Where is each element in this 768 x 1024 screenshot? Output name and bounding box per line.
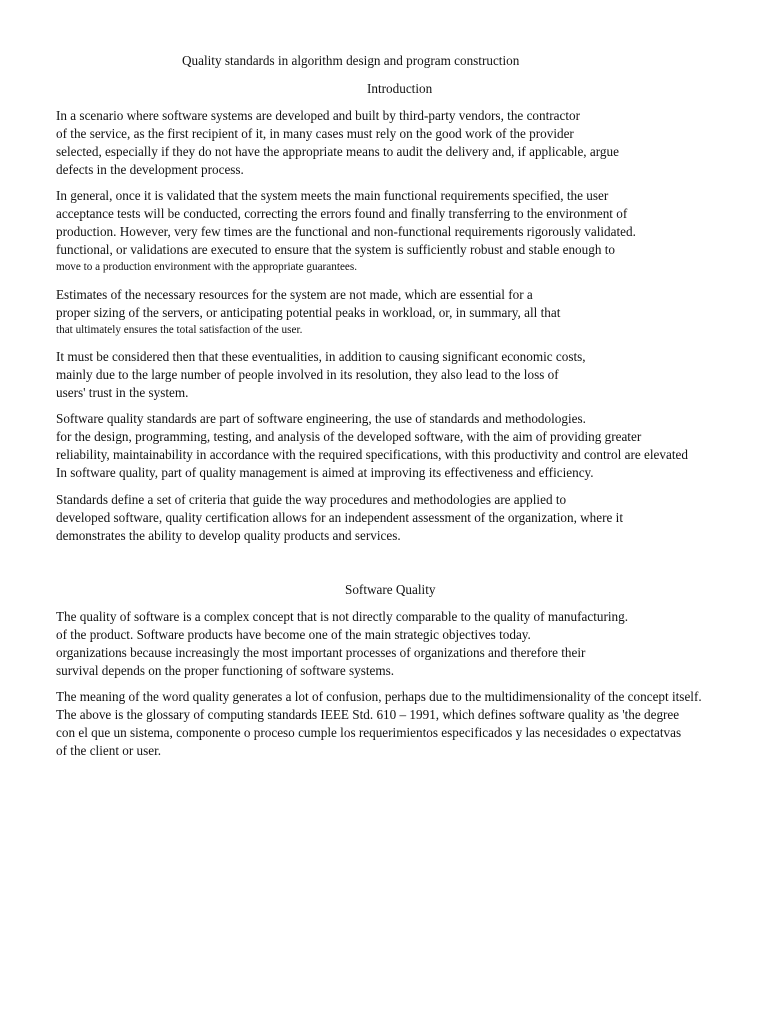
text-line: acceptance tests will be conducted, correcting the errors found and finally transferring to the environment of <box>56 206 628 221</box>
software-quality-paragraph-2 <box>56 688 756 760</box>
text-line: The above is the glossary of computing standards IEEE Std. 610 – 1991, which defines software quality as 'the degree <box>56 707 680 722</box>
text-line: survival depends on the proper functioning of software systems. <box>56 663 395 678</box>
text-line: Standards define a set of criteria that guide the way procedures and methodologies are applied to <box>56 492 567 507</box>
text-line: reliability, maintainability in accordance with the required specifications, with this productivity and control are elevated <box>56 447 688 462</box>
section-heading-software-quality: Software Quality <box>345 582 436 597</box>
text-line: selected, especially if they do not have the appropriate means to audit the delivery and, if applicable, argue <box>56 144 619 159</box>
intro-paragraph-5 <box>56 410 756 482</box>
text-line: demonstrates the ability to develop quality products and services. <box>56 528 401 543</box>
text-line: defects in the development process. <box>56 162 244 177</box>
text-line: It must be considered then that these eventualities, in addition to causing significant economic costs, <box>56 349 586 364</box>
text-line: users' trust in the system. <box>56 385 189 400</box>
text-line: In software quality, part of quality management is aimed at improving its effectiveness and efficiency. <box>56 465 594 480</box>
intro-paragraph-6 <box>56 491 756 545</box>
text-line: of the client or user. <box>56 743 162 758</box>
text-line: move to a production environment with the appropriate guarantees. <box>56 261 358 273</box>
text-line: of the service, as the first recipient of it, in many cases must rely on the good work of the provider <box>56 126 574 141</box>
section-heading-introduction: Introduction <box>367 81 433 96</box>
intro-paragraph-1 <box>56 107 756 179</box>
text-line: for the design, programming, testing, and analysis of the developed software, with the aim of providing greater <box>56 429 642 444</box>
text-line: of the product. Software products have become one of the main strategic objectives today. <box>56 627 531 642</box>
text-line: con el que un sistema, componente o proceso cumple los requerimientos especificados y las necesidades o expectatvas <box>56 725 682 740</box>
text-line: proper sizing of the servers, or anticipating potential peaks in workload, or, in summary, all that <box>56 305 561 320</box>
text-line: The meaning of the word quality generates a lot of confusion, perhaps due to the multidimensionality of the concept itself. <box>56 689 702 704</box>
text-line: that ultimately ensures the total satisfaction of the user. <box>56 324 303 336</box>
text-line: production. However, very few times are the functional and non-functional requirements rigorously validated. <box>56 224 636 239</box>
text-line: Software quality standards are part of software engineering, the use of standards and methodologies. <box>56 411 586 426</box>
text-line: The quality of software is a complex concept that is not directly comparable to the quality of manufacturing. <box>56 609 629 624</box>
software-quality-paragraph-1 <box>56 608 756 680</box>
text-line: organizations because increasingly the most important processes of organizations and therefore their <box>56 645 586 660</box>
text-line: Estimates of the necessary resources for the system are not made, which are essential for a <box>56 287 533 302</box>
text-line: functional, or validations are executed to ensure that the system is sufficiently robust and stable enough to <box>56 242 615 257</box>
intro-paragraph-3 <box>56 286 756 338</box>
text-line: mainly due to the large number of people involved in its resolution, they also lead to the loss of <box>56 367 559 382</box>
intro-paragraph-2 <box>56 187 756 275</box>
document-title: Quality standards in algorithm design and program construction <box>182 53 520 68</box>
text-line: developed software, quality certification allows for an independent assessment of the organization, where it <box>56 510 623 525</box>
text-line: In general, once it is validated that the system meets the main functional requirements specified, the user <box>56 188 609 203</box>
text-line: In a scenario where software systems are developed and built by third-party vendors, the contractor <box>56 108 581 123</box>
intro-paragraph-4 <box>56 348 756 402</box>
